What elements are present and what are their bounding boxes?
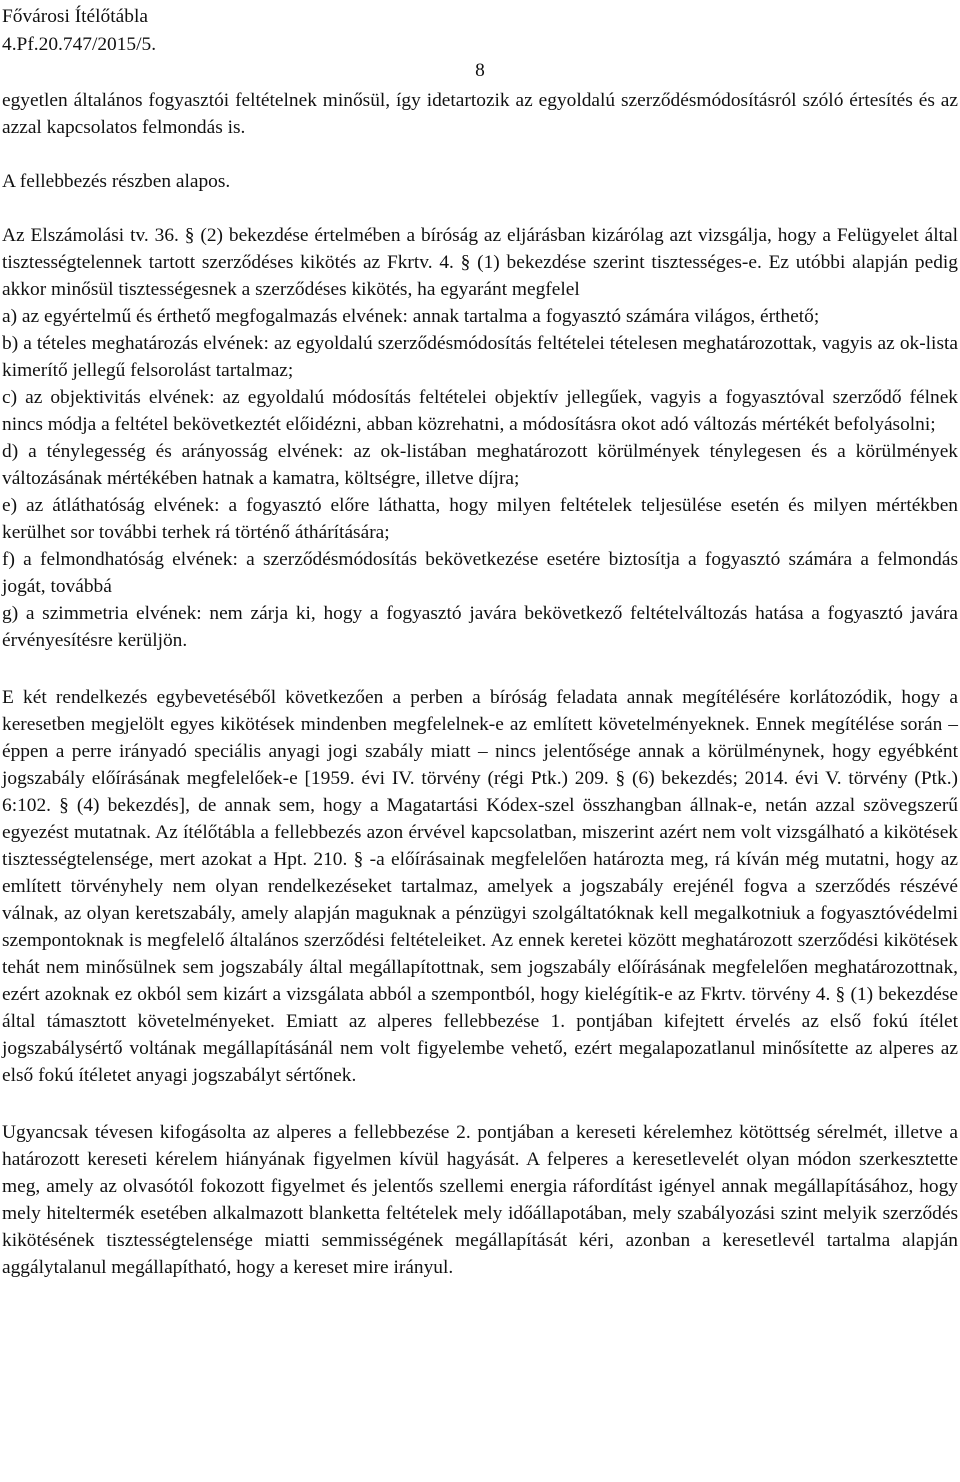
criterion-d: d) a ténylegesség és arányosság elvének: az ok-listában meghatározott körülmények ténylegesen és a körülmények változásának mértékében hatnak a kamatra, költségre, illetve díjra; bbox=[2, 441, 958, 489]
criterion-a: a) az egyértelmű és érthető megfogalmazás elvének: annak tartalma a fogyasztó számára világos, érthető; bbox=[2, 306, 820, 327]
criterion-f: f) a felmondhatóság elvének: a szerződésmódosítás bekövetkezése esetére biztosítja a fogyasztó számára a felmondás jogát, továbbá bbox=[2, 549, 958, 597]
case-number: 4.Pf.20.747/2015/5. bbox=[2, 34, 157, 55]
paragraph-court-task: E két rendelkezés egybevetéséből következően a perben a bíróság feladata annak megítélésére korlátozódik, hogy a keresetben megjelölt egyes kikötések mindenben megfelelnek-e az említett követelményeknek. Ennek megítélése során – éppen a perre irányadó speciális anyagi jogi szabály miatt – nincs jelentősége annak a körülménynek, hogy egyébként jogszabály előírásának megfelelőek-e [1959. évi IV. törvény (régi Ptk.) 209. § (6) bekezdés; 2014. évi V. törvény (Ptk.) 6:102. § (4) bekezdés], de annak sem, hogy a Magatartási Kódex-szel összhangban állnak-e, netán azzal szövegszerű egyezést mutatnak. Az ítélőtábla a fellebbezés azon érvével kapcsolatban, miszerint azért nem volt vizsgálható a kikötések tisztességtelensége, mert azokat a Hpt. 210. § -a előírásainak megfelelően határozta meg, rá kíván még mutatni, hogy az említett törvényhely nem olyan rendelkezéseket tartalmaz, amelyek a jogszabály erejénél fogva a szerződés részévé válnak, az olyan keretszabály, amely alapján maguknak a pénzügyi szolgáltatóknak kell megalkotniuk a fogyasztóvédelmi szempontoknak is megfelelő általános szerződési feltételeiket. Az ennek keretei között meghatározott szerződési kikötések tehát nem minősülnek sem jogszabály által megállapítottnak, sem jogszabály előírásának megfelelően meghatározottnak, ezért azoknak ez okból sem kizárt a vizsgálata abból a szempontból, hogy kielégítik-e az Fkrtv. törvény 4. § (1) bekezdése által támasztott követelményeket. Emiatt az alperes fellebbezése 1. pontjában kifejtett érvelés az első fokú ítélet jogszabálysértő voltának megállapításánál nem volt figyelembe vehető, ezért megalapozatlanul minősítette az alperes az első fokú ítéletet anyagi jogszabályt sértőnek. bbox=[2, 687, 958, 1086]
criterion-g: g) a szimmetria elvének: nem zárja ki, hogy a fogyasztó javára bekövetkező feltételváltozás hatása a fogyasztó javára érvényesítésre kerüljön. bbox=[2, 603, 958, 651]
paragraph-claim-objection: Ugyancsak tévesen kifogásolta az alperes a fellebbezése 2. pontjában a kereseti kérelemhez kötöttség sérelmét, illetve a határozott kereseti kérelem hiányának figyelmen kívül hagyását. A felperes a keresetlevelét olyan módon szerkesztette meg, amely az olvasótól fokozott figyelmet és jelentős szellemi energia ráfordítást igényel annak megállapításához, hogy mely hiteltermék esetében alkalmazott blanketta feltételek mely időállapotában, mely szabályozási szint melyik szerződés kikötésének tisztességtelensége miatti semmisségének megállapítását kéri, azonban a keresetlevél tartalma alapján aggálytalanul megállapítható, hogy a kereset mire irányul. bbox=[2, 1122, 958, 1278]
paragraph-legal-basis: Az Elszámolási tv. 36. § (2) bekezdése értelmében a bíróság az eljárásban kizárólag azt vizsgálja, hogy a Felügyelet által tisztességtelennek tartott szerződéses kikötés az Fkrtv. 4. § (1) bekezdése szerint tisztességes-e. Ez utóbbi alapján pedig akkor minősül tisztességesnek a szerződéses kikötés, ha egyaránt megfelel bbox=[2, 225, 958, 300]
paragraph-appeal-partly-founded: A fellebbezés részben alapos. bbox=[2, 171, 231, 192]
document-body bbox=[2, 87, 958, 1281]
criterion-e: e) az átláthatóság elvének: a fogyasztó előre láthatta, hogy milyen feltételek teljesülése esetén és milyen mértékben kerülhet sor további terhek rá történő áthárítására; bbox=[2, 495, 958, 543]
criterion-c: c) az objektivitás elvének: az egyoldalú módosítás feltételei objektív jellegűek, vagyis a fogyasztóval szerződő félnek nincs módja a feltétel bekövetkeztét előidézni, abban közrehatni, a módosításra okot adó változás mértékét befolyásolni; bbox=[2, 387, 958, 435]
paragraph-intro: egyetlen általános fogyasztói feltételnek minősül, így idetartozik az egyoldalú szerződésmódosításról szóló értesítés és az azzal kapcsolatos felmondás is. bbox=[2, 90, 958, 138]
court-name: Fővárosi Ítélőtábla bbox=[2, 6, 148, 27]
page-number: 8 bbox=[475, 60, 485, 81]
criterion-b: b) a tételes meghatározás elvének: az egyoldalú szerződésmódosítás feltételei tételesen meghatározottak, vagyis az ok-lista kimerítő jellegű felsorolást tartalmaz; bbox=[2, 333, 958, 381]
